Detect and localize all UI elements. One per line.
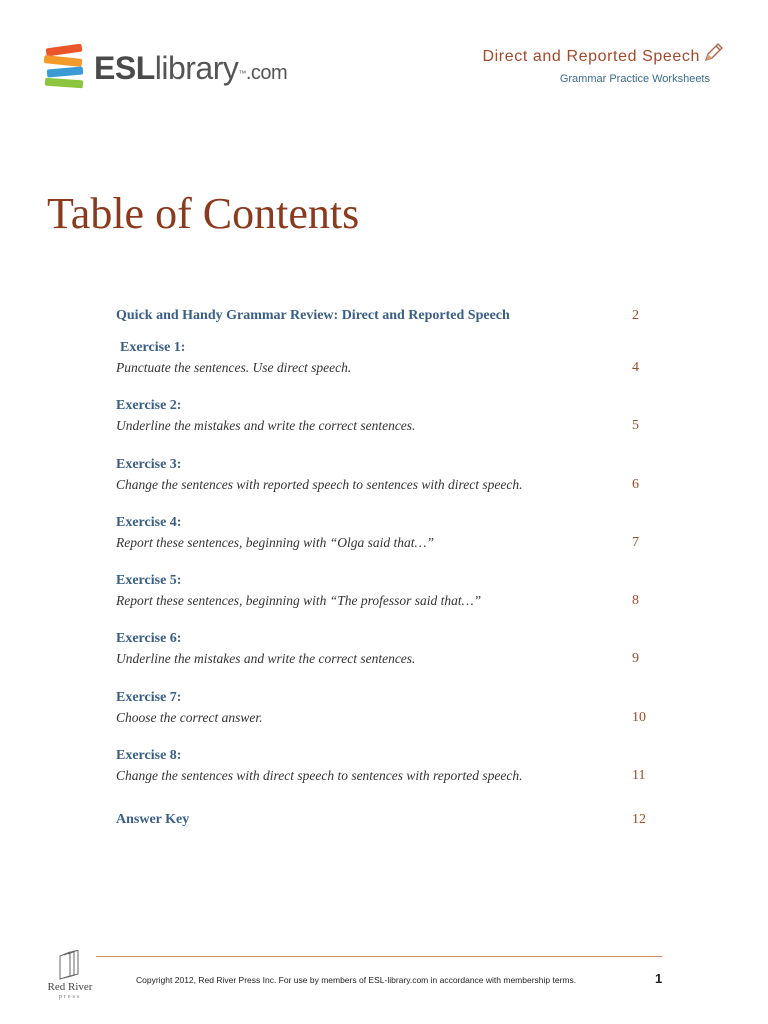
book-stack-icon [56, 950, 82, 980]
toc-description: Underline the mistakes and write the correct sentences. [116, 651, 416, 666]
toc-entry-exercise-1[interactable] [116, 338, 656, 378]
toc-heading: Exercise 2: [116, 398, 182, 413]
toc-entry-exercise-6[interactable] [116, 629, 656, 669]
toc-heading: Exercise 8: [116, 748, 182, 763]
toc-description: Change the sentences with reported speech to sentences with direct speech. [116, 477, 523, 492]
toc-heading: Exercise 7: [116, 690, 182, 705]
red-river-press-logo [44, 950, 96, 1006]
logo-library: library [154, 50, 239, 86]
toc-page-number: 8 [632, 593, 639, 608]
toc-heading: Answer Key [116, 812, 190, 827]
toc-description: Change the sentences with direct speech to sentences with reported speech. [116, 768, 523, 783]
toc-heading: Exercise 6: [116, 631, 182, 646]
toc-page-number: 2 [632, 308, 639, 323]
toc-page-number: 9 [632, 651, 639, 666]
logo-brand: ESL [94, 50, 155, 86]
toc-heading: Exercise 5: [116, 573, 182, 588]
toc-heading: Exercise 1: [120, 340, 186, 355]
toc-page-number: 6 [632, 477, 639, 492]
toc-description: Choose the correct answer. [116, 710, 263, 725]
logo-tm: ™ [238, 69, 246, 78]
toc-page-number: 7 [632, 535, 639, 550]
toc-heading: Exercise 3: [116, 457, 182, 472]
document-title: Direct and Reported Speech [482, 48, 700, 65]
toc-entry-answer-key[interactable] [116, 810, 656, 830]
toc-page-number: 11 [632, 768, 646, 783]
toc-page-number: 4 [632, 360, 639, 375]
toc-entry-exercise-5[interactable] [116, 571, 656, 611]
toc-page-number: 12 [632, 812, 646, 827]
toc-description: Report these sentences, beginning with “Olga said that…” [116, 535, 434, 550]
page-number: 1 [655, 971, 663, 986]
publisher-press: press [58, 994, 82, 1000]
toc-entry-review[interactable] [116, 306, 656, 326]
publisher-name: Red River [47, 981, 93, 993]
toc-entry-exercise-8[interactable] [116, 746, 656, 786]
toc-description: Report these sentences, beginning with “The professor said that…” [116, 593, 482, 608]
logo-wordmark [94, 48, 287, 93]
toc-entry-exercise-2[interactable] [116, 396, 656, 436]
toc-description: Underline the mistakes and write the correct sentences. [116, 418, 416, 433]
toc-description: Punctuate the sentences. Use direct speech. [116, 360, 352, 375]
logo-dotcom: .com [245, 62, 288, 84]
copyright-notice: Copyright 2012, Red River Press Inc. For use by members of ESL-library.com in accordance with membership terms. [136, 975, 577, 985]
page-title: Table of Contents [47, 189, 360, 238]
toc-entry-exercise-4[interactable] [116, 513, 656, 553]
toc-page-number: 5 [632, 418, 639, 433]
pencil-icon [702, 42, 724, 64]
toc-heading: Quick and Handy Grammar Review: Direct and Reported Speech [116, 308, 510, 323]
books-icon [44, 44, 88, 90]
document-subtitle: Grammar Practice Worksheets [559, 73, 710, 85]
toc-page-number: 10 [632, 710, 646, 725]
esl-library-logo [44, 44, 288, 92]
toc-heading: Exercise 4: [116, 515, 182, 530]
toc-entry-exercise-7[interactable] [116, 688, 656, 728]
toc-entry-exercise-3[interactable] [116, 455, 656, 495]
footer-divider [96, 956, 662, 957]
